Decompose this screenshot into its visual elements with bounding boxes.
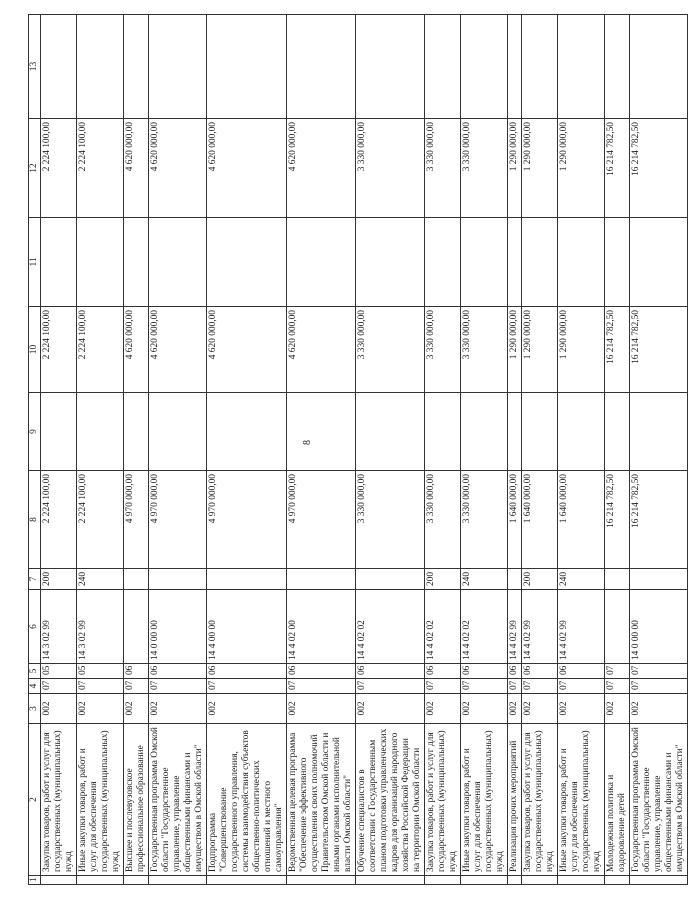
cell-section-code: 07 — [558, 679, 605, 694]
cell-amount-col8: 3 330 000,00 — [356, 471, 425, 569]
table-body — [41, 15, 688, 885]
cell-amount-col9 — [149, 393, 207, 471]
cell-section-code: 07 — [425, 679, 461, 694]
cell-subsection-code: 06 — [356, 664, 425, 679]
cell-amount-col8: 2 224 100,00 — [41, 471, 77, 569]
cell-amount-col13 — [287, 15, 356, 119]
cell-amount-col8: 4 970 000,00 — [149, 471, 207, 569]
cell-amount-col12: 1 290 000,00 — [522, 119, 558, 218]
cell-target-article-code: 14 0 00 00 — [630, 590, 688, 664]
cell-name: Закупка товаров, работ и услуг для государственных (муниципальных) нужд — [41, 724, 77, 876]
cell-amount-col12: 4 620 000,00 — [124, 119, 149, 218]
cell-target-article-code: 14 4 02 02 — [425, 590, 461, 664]
cell-amount-col8: 1 640 000,00 — [522, 471, 558, 569]
cell-target-article-code: 14 4 02 00 — [287, 590, 356, 664]
cell-amount-col10: 3 330 000,00 — [461, 307, 508, 393]
cell-amount-col10: 3 330 000,00 — [356, 307, 425, 393]
cell-amount-col10: 1 290 000,00 — [558, 307, 605, 393]
cell-amount-col10: 16 214 782,50 — [605, 307, 630, 393]
column-number-row — [29, 15, 41, 885]
cell-amount-col8: 4 970 000,00 — [207, 471, 287, 569]
cell-admin-code: 002 — [508, 694, 522, 724]
cell-amount-col8: 4 970 000,00 — [287, 471, 356, 569]
cell-name: Подпрограмма "Совершенствование государственного управления, системы взаимодействия субъектов общественно-политических отношений и местного самоуправления" — [207, 724, 287, 876]
cell-amount-col9 — [558, 393, 605, 471]
table-row — [558, 15, 605, 885]
cell-amount-col11 — [356, 218, 425, 307]
cell-admin-code: 002 — [356, 694, 425, 724]
cell-admin-code: 002 — [630, 694, 688, 724]
col-header: 8 — [29, 471, 41, 569]
cell-c1-empty — [149, 876, 207, 885]
cell-amount-col13 — [461, 15, 508, 119]
cell-amount-col10: 4 620 000,00 — [287, 307, 356, 393]
col-header: 7 — [29, 569, 41, 590]
col-header: 6 — [29, 590, 41, 664]
cell-amount-col12: 2 224 100,00 — [41, 119, 77, 218]
cell-amount-col12: 16 214 782,50 — [605, 119, 630, 218]
cell-section-code: 07 — [605, 679, 630, 694]
cell-amount-col12: 3 330 000,00 — [356, 119, 425, 218]
cell-c1-empty — [461, 876, 508, 885]
cell-amount-col11 — [558, 218, 605, 307]
cell-name: Иные закупки товаров, работ и услуг для обеспечения государственных (муниципальных) нужд — [558, 724, 605, 876]
cell-expense-type-code — [207, 569, 287, 590]
cell-target-article-code: 14 4 02 99 — [558, 590, 605, 664]
cell-c1-empty — [508, 876, 522, 885]
cell-admin-code: 002 — [287, 694, 356, 724]
cell-amount-col13 — [522, 15, 558, 119]
cell-name: Ведомственная целевая программа "Обеспечение эффективного осуществления своих полномочий Правительством Омской области и иными органами исполнительной власти Омской области" — [287, 724, 356, 876]
cell-amount-col11 — [522, 218, 558, 307]
cell-amount-col9 — [630, 393, 688, 471]
cell-expense-type-code — [287, 569, 356, 590]
cell-target-article-code: 14 4 02 99 — [508, 590, 522, 664]
table-row — [149, 15, 207, 885]
cell-c1-empty — [287, 876, 356, 885]
cell-amount-col13 — [149, 15, 207, 119]
cell-subsection-code: 07 — [630, 664, 688, 679]
cell-subsection-code: 06 — [425, 664, 461, 679]
cell-amount-col9 — [522, 393, 558, 471]
cell-target-article-code: 14 3 02 99 — [77, 590, 124, 664]
cell-amount-col9 — [508, 393, 522, 471]
cell-section-code: 07 — [207, 679, 287, 694]
cell-admin-code: 002 — [149, 694, 207, 724]
cell-amount-col12: 3 330 000,00 — [461, 119, 508, 218]
cell-amount-col11 — [287, 218, 356, 307]
cell-amount-col13 — [207, 15, 287, 119]
cell-admin-code: 002 — [425, 694, 461, 724]
cell-section-code: 07 — [41, 679, 77, 694]
cell-admin-code: 002 — [207, 694, 287, 724]
cell-c1-empty — [124, 876, 149, 885]
cell-admin-code: 002 — [77, 694, 124, 724]
cell-amount-col11 — [77, 218, 124, 307]
col-header: 13 — [29, 15, 41, 119]
cell-target-article-code: 14 3 02 99 — [41, 590, 77, 664]
cell-target-article-code — [124, 590, 149, 664]
cell-amount-col12: 4 620 000,00 — [287, 119, 356, 218]
cell-c1-empty — [605, 876, 630, 885]
cell-admin-code: 002 — [124, 694, 149, 724]
cell-expense-type-code — [124, 569, 149, 590]
cell-amount-col11 — [207, 218, 287, 307]
cell-section-code: 07 — [461, 679, 508, 694]
cell-amount-col12: 1 290 000,00 — [508, 119, 522, 218]
table-row — [425, 15, 461, 885]
cell-amount-col13 — [508, 15, 522, 119]
col-header: 3 — [29, 694, 41, 724]
cell-c1-empty — [522, 876, 558, 885]
cell-c1-empty — [207, 876, 287, 885]
budget-table — [28, 14, 688, 885]
cell-subsection-code: 06 — [124, 664, 149, 679]
cell-expense-type-code: 240 — [461, 569, 508, 590]
table-row — [461, 15, 508, 885]
cell-amount-col9 — [605, 393, 630, 471]
table-row — [287, 15, 356, 885]
cell-section-code: 07 — [287, 679, 356, 694]
cell-expense-type-code — [630, 569, 688, 590]
table-row — [124, 15, 149, 885]
cell-amount-col10: 4 620 000,00 — [124, 307, 149, 393]
table-row — [41, 15, 77, 885]
cell-amount-col9 — [124, 393, 149, 471]
cell-amount-col9 — [425, 393, 461, 471]
cell-amount-col10: 2 224 100,00 — [77, 307, 124, 393]
cell-c1-empty — [77, 876, 124, 885]
cell-section-code: 07 — [77, 679, 124, 694]
cell-amount-col10: 1 290 000,00 — [508, 307, 522, 393]
cell-name: Реализация прочих мероприятий — [508, 724, 522, 876]
cell-amount-col11 — [425, 218, 461, 307]
cell-expense-type-code — [356, 569, 425, 590]
table-row — [356, 15, 425, 885]
cell-admin-code: 002 — [605, 694, 630, 724]
cell-amount-col10: 3 330 000,00 — [425, 307, 461, 393]
cell-amount-col8: 4 970 000,00 — [124, 471, 149, 569]
cell-amount-col10: 16 214 782,50 — [630, 307, 688, 393]
col-header: 5 — [29, 664, 41, 679]
cell-amount-col9 — [461, 393, 508, 471]
cell-expense-type-code: 200 — [41, 569, 77, 590]
cell-amount-col10: 4 620 000,00 — [207, 307, 287, 393]
cell-amount-col13 — [558, 15, 605, 119]
cell-amount-col13 — [605, 15, 630, 119]
cell-name: Государственная программа Омской области "Государственное управление, управление общественными финансами и имуществом в Омской области" — [630, 724, 688, 876]
col-header: 12 — [29, 119, 41, 218]
cell-subsection-code: 06 — [522, 664, 558, 679]
cell-expense-type-code — [149, 569, 207, 590]
cell-subsection-code: 06 — [149, 664, 207, 679]
cell-amount-col13 — [356, 15, 425, 119]
cell-c1-empty — [356, 876, 425, 885]
cell-amount-col8: 3 330 000,00 — [425, 471, 461, 569]
cell-amount-col8: 2 224 100,00 — [77, 471, 124, 569]
cell-amount-col10: 2 224 100,00 — [41, 307, 77, 393]
table-row — [508, 15, 522, 885]
cell-amount-col10: 4 620 000,00 — [149, 307, 207, 393]
cell-subsection-code: 07 — [605, 664, 630, 679]
cell-amount-col13 — [630, 15, 688, 119]
cell-subsection-code: 06 — [461, 664, 508, 679]
cell-subsection-code: 06 — [558, 664, 605, 679]
cell-amount-col13 — [425, 15, 461, 119]
cell-admin-code: 002 — [461, 694, 508, 724]
cell-amount-col9 — [207, 393, 287, 471]
table-row — [77, 15, 124, 885]
cell-amount-col12: 16 214 782,50 — [630, 119, 688, 218]
cell-name: Высшее и послевузовское профессиональное образование — [124, 724, 149, 876]
cell-amount-col11 — [149, 218, 207, 307]
cell-amount-col13 — [124, 15, 149, 119]
cell-amount-col8: 16 214 782,50 — [605, 471, 630, 569]
cell-name: Иные закупки товаров, работ и услуг для обеспечения государственных (муниципальных) нужд — [461, 724, 508, 876]
cell-target-article-code: 14 4 02 02 — [461, 590, 508, 664]
cell-subsection-code: 05 — [77, 664, 124, 679]
cell-amount-col12: 4 620 000,00 — [149, 119, 207, 218]
cell-name: Государственная программа Омской области "Государственное управление, управление общественными финансами и имуществом в Омской области" — [149, 724, 207, 876]
cell-amount-col11 — [124, 218, 149, 307]
cell-amount-col9 — [41, 393, 77, 471]
col-header: 9 — [29, 393, 41, 471]
cell-target-article-code — [605, 590, 630, 664]
cell-c1-empty — [41, 876, 77, 885]
cell-name: Закупка товаров, работ и услуг для государственных (муниципальных) нужд — [425, 724, 461, 876]
cell-amount-col12: 4 620 000,00 — [207, 119, 287, 218]
cell-admin-code: 002 — [558, 694, 605, 724]
col-header: 10 — [29, 307, 41, 393]
table-row — [207, 15, 287, 885]
col-header: 4 — [29, 679, 41, 694]
cell-amount-col8: 3 330 000,00 — [461, 471, 508, 569]
cell-section-code: 07 — [149, 679, 207, 694]
table-row — [522, 15, 558, 885]
cell-name: Закупка товаров, работ и услуг для государственных (муниципальных) нужд — [522, 724, 558, 876]
cell-amount-col11 — [508, 218, 522, 307]
cell-target-article-code: 14 4 02 99 — [522, 590, 558, 664]
cell-expense-type-code: 240 — [558, 569, 605, 590]
cell-subsection-code: 06 — [508, 664, 522, 679]
cell-c1-empty — [630, 876, 688, 885]
cell-amount-col9 — [77, 393, 124, 471]
cell-subsection-code: 05 — [41, 664, 77, 679]
cell-amount-col8: 1 640 000,00 — [508, 471, 522, 569]
cell-section-code: 07 — [356, 679, 425, 694]
cell-name: Молодежная политика и оздоровление детей — [605, 724, 630, 876]
cell-subsection-code: 06 — [287, 664, 356, 679]
cell-amount-col11 — [630, 218, 688, 307]
cell-amount-col8: 1 640 000,00 — [558, 471, 605, 569]
cell-expense-type-code: 200 — [425, 569, 461, 590]
cell-amount-col11 — [605, 218, 630, 307]
cell-target-article-code: 14 4 02 02 — [356, 590, 425, 664]
page-number: 8 — [302, 440, 313, 445]
cell-amount-col11 — [41, 218, 77, 307]
cell-amount-col12: 3 330 000,00 — [425, 119, 461, 218]
cell-subsection-code: 06 — [207, 664, 287, 679]
cell-section-code: 07 — [124, 679, 149, 694]
col-header: 2 — [29, 724, 41, 876]
cell-admin-code: 002 — [41, 694, 77, 724]
cell-expense-type-code: 240 — [77, 569, 124, 590]
cell-name: Обучение специалистов в соответствии с Государственным планом подготовки управленческих кадров для организаций народного хозяйства Российской Федерации на территории Омской области — [356, 724, 425, 876]
cell-amount-col8: 16 214 782,50 — [630, 471, 688, 569]
cell-amount-col12: 1 290 000,00 — [558, 119, 605, 218]
cell-amount-col11 — [461, 218, 508, 307]
cell-amount-col9 — [356, 393, 425, 471]
cell-section-code: 07 — [508, 679, 522, 694]
cell-name: Иные закупки товаров, работ и услуг для обеспечения государственных (муниципальных) нужд — [77, 724, 124, 876]
cell-admin-code: 002 — [522, 694, 558, 724]
cell-amount-col13 — [77, 15, 124, 119]
table-row — [605, 15, 630, 885]
cell-expense-type-code — [508, 569, 522, 590]
rotated-page-content — [28, 15, 685, 885]
cell-amount-col13 — [41, 15, 77, 119]
cell-target-article-code: 14 4 00 00 — [207, 590, 287, 664]
cell-target-article-code: 14 0 00 00 — [149, 590, 207, 664]
cell-expense-type-code: 200 — [522, 569, 558, 590]
cell-amount-col9 — [287, 393, 356, 471]
col-header: 1 — [29, 876, 41, 885]
cell-expense-type-code — [605, 569, 630, 590]
cell-section-code: 07 — [522, 679, 558, 694]
col-header: 11 — [29, 218, 41, 307]
cell-amount-col10: 1 290 000,00 — [522, 307, 558, 393]
cell-c1-empty — [558, 876, 605, 885]
cell-c1-empty — [425, 876, 461, 885]
cell-section-code: 07 — [630, 679, 688, 694]
table-row — [630, 15, 688, 885]
cell-amount-col12: 2 224 100,00 — [77, 119, 124, 218]
